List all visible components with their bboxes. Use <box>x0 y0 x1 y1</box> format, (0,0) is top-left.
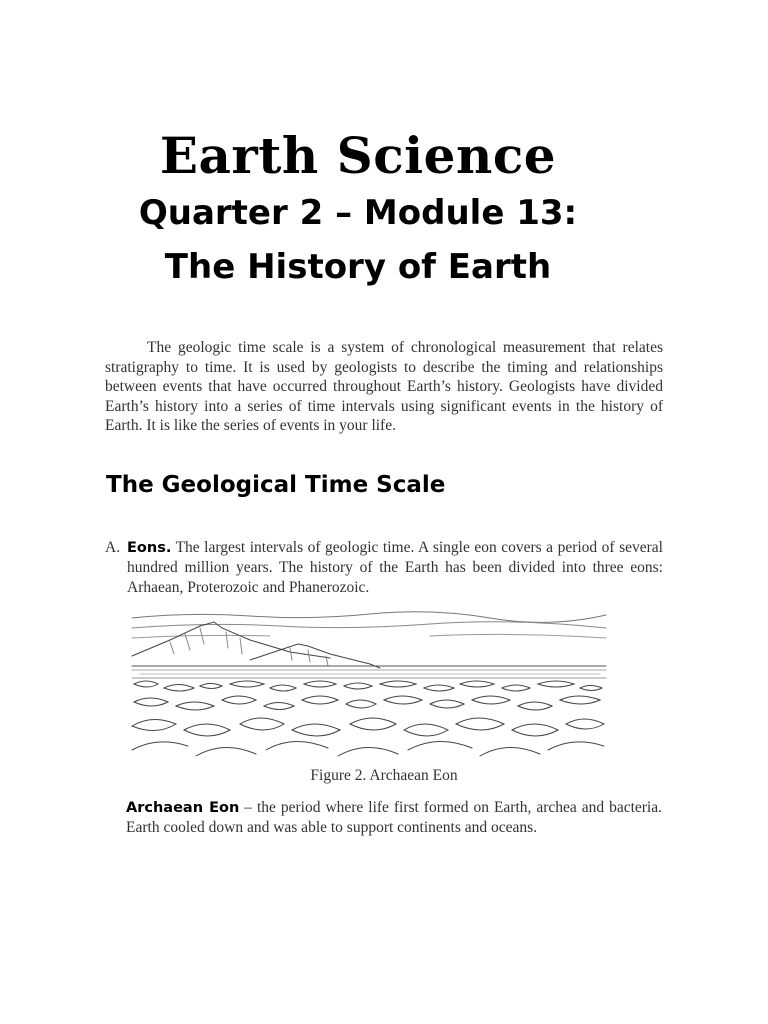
section-heading: The Geological Time Scale <box>106 472 446 498</box>
figure-caption: Figure 2. Archaean Eon <box>310 767 458 784</box>
archaean-eon-definition: – the period where life first formed on Earth, archea and bacteria. Earth cooled down and was able to support continents and oceans. <box>126 799 662 836</box>
archaean-eon-illustration <box>130 610 608 762</box>
term-archaean-eon: Archaean Eon <box>126 800 240 816</box>
list-marker: A. <box>105 539 121 556</box>
archaean-eon-paragraph <box>126 798 662 838</box>
landscape-sketch <box>130 610 608 762</box>
list-item-body <box>127 538 663 598</box>
topic-subtitle: The History of Earth <box>164 247 552 287</box>
intro-paragraph: The geologic time scale is a system of chronological measurement that relates stratigraphy to time. It is used by geologists to describe the timing and relationships between events that have occurred throughout Earth’s history. Geologists have divided Earth’s history into a series of time intervals using significant events in the history of Earth. It is like the series of events in your life. <box>105 339 663 434</box>
document-title: Earth Science <box>159 126 557 185</box>
list-item-eons <box>105 538 663 598</box>
term-eons: Eons. <box>127 540 172 556</box>
module-subtitle: Quarter 2 – Module 13: <box>138 193 578 233</box>
eons-definition: The largest intervals of geologic time. A single eon covers a period of several hundred million years. The history of the Earth has been divided into three eons: Arhaean, Proterozoic and Phanerozoic. <box>127 539 663 596</box>
